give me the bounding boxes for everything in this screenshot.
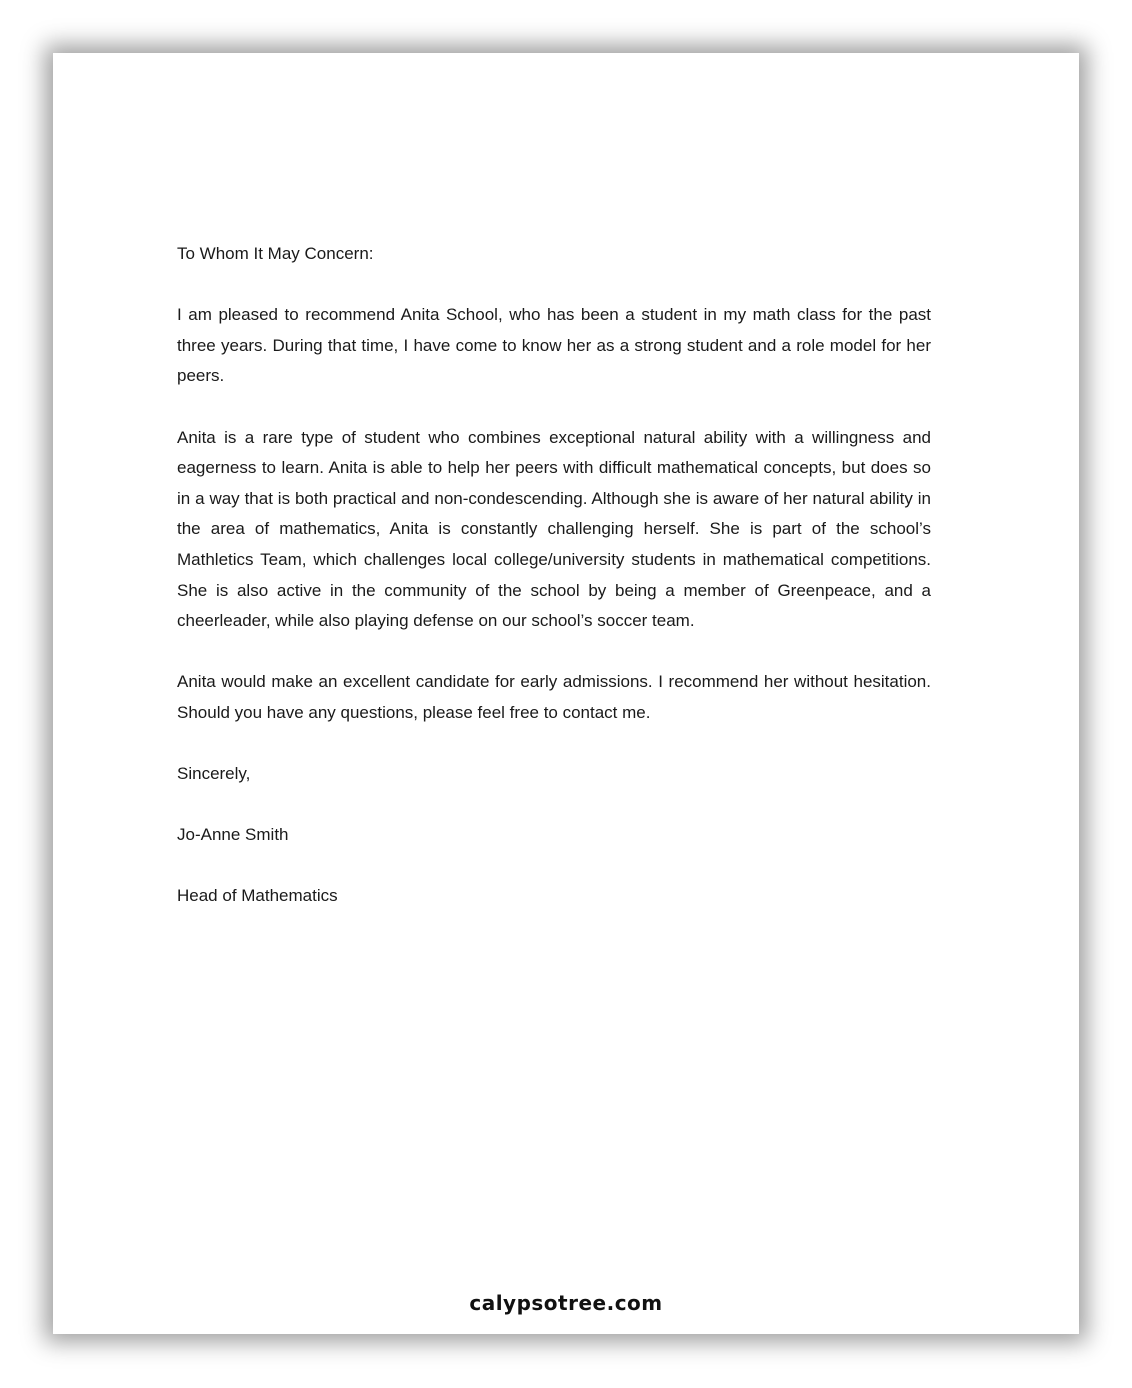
salutation: To Whom It May Concern: bbox=[177, 244, 374, 263]
watermark-text: calypsotree.com bbox=[469, 1291, 663, 1315]
signer-title: Head of Mathematics bbox=[177, 886, 338, 906]
letter-body bbox=[177, 239, 931, 943]
paragraph-recommendation: Anita would make an excellent candidate for early admissions. I recommend her without hesitation. Should you have any questions, please feel free to contact me. bbox=[177, 672, 931, 722]
paragraph-qualities: Anita is a rare type of student who combines exceptional natural ability with a willingness and eagerness to learn. Anita is able to help her peers with difficult mathematical concepts, but does so in a way that is both practical and non-condescending. Although she is aware of her natural ability in the area of mathematics, Anita is constantly challenging herself. She is part of the school’s Mathletics Team, which challenges local college/university students in mathematical competitions. She is also active in the community of the school by being a member of Greenpeace, and a cheerleader, while also playing defense on our school’s soccer team. bbox=[177, 427, 931, 631]
paragraph-intro: I am pleased to recommend Anita School, who has been a student in my math class for the past three years. During that time, I have come to know her as a strong student and a role model for her peers. bbox=[177, 305, 931, 386]
closing: Sincerely, bbox=[177, 764, 251, 784]
document-page bbox=[53, 53, 1079, 1334]
signer-name: Jo-Anne Smith bbox=[177, 825, 289, 845]
